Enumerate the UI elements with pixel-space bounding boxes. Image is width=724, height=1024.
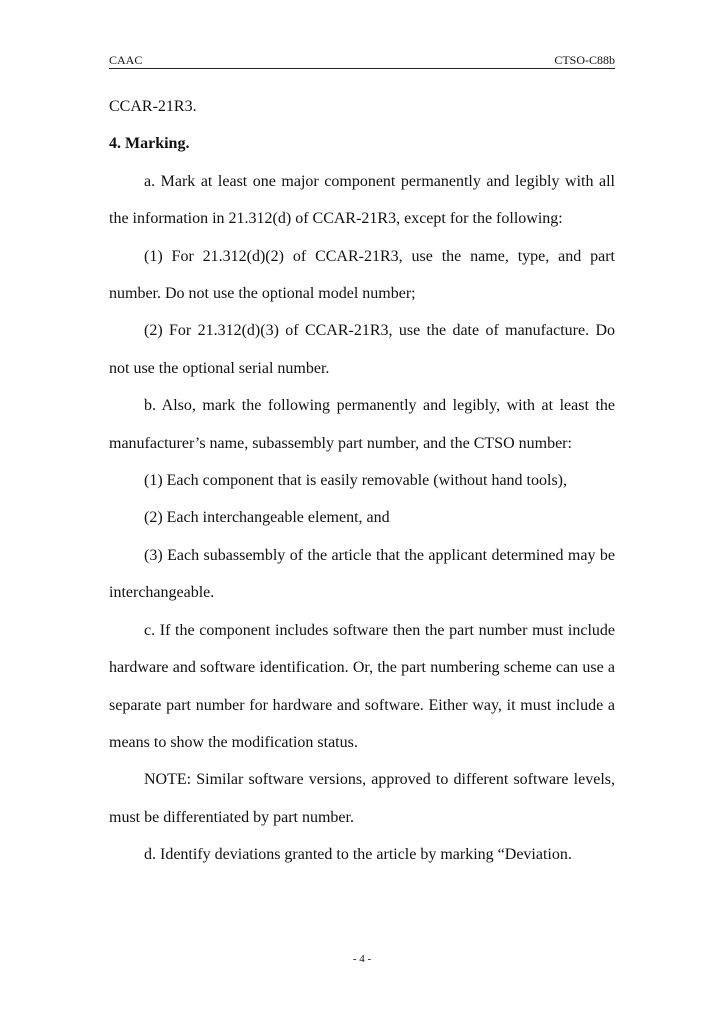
continuation-text: CCAR-21R3.	[109, 98, 197, 115]
paragraph-b: b. Also, mark the following permanently and legibly, with at least the manufacturer’s name, subassembly part number, and the CTSO number:	[109, 397, 615, 452]
page-header	[109, 50, 615, 69]
page-number: - 4 -	[352, 953, 372, 965]
paragraph-d: d. Identify deviations granted to the article by marking “Deviation.	[144, 846, 572, 864]
paragraph-b-1: (1) Each component that is easily removable (without hand tools),	[144, 472, 567, 490]
header-right-label: CTSO-C88b	[554, 53, 615, 67]
paragraph-c: c. If the component includes software then the part number must include hardware and software identification. Or, the part numbering scheme can use a separate part number for hardware and software. Either way, it must include a means to show the modification status.	[109, 621, 615, 751]
paragraph-a-2: (2) For 21.312(d)(3) of CCAR-21R3, use the date of manufacture. Do not use the optional serial number.	[109, 322, 615, 377]
header-left-label: CAAC	[109, 53, 143, 67]
paragraph-a-1: (1) For 21.312(d)(2) of CCAR-21R3, use the name, type, and part number. Do not use the optional model number;	[109, 247, 615, 303]
paragraph-b-3: (3) Each subassembly of the article that the applicant determined may be interchangeable.	[109, 546, 615, 602]
section-heading: 4. Marking.	[109, 135, 190, 153]
paragraph-a: a. Mark at least one major component permanently and legibly with all the information in 21.312(d) of CCAR-21R3, except for the following:	[109, 172, 615, 228]
paragraph-b-2: (2) Each interchangeable element, and	[144, 509, 390, 527]
note-paragraph: NOTE: Similar software versions, approved to different software levels, must be differentiated by part number.	[109, 771, 615, 826]
document-body	[109, 88, 615, 874]
